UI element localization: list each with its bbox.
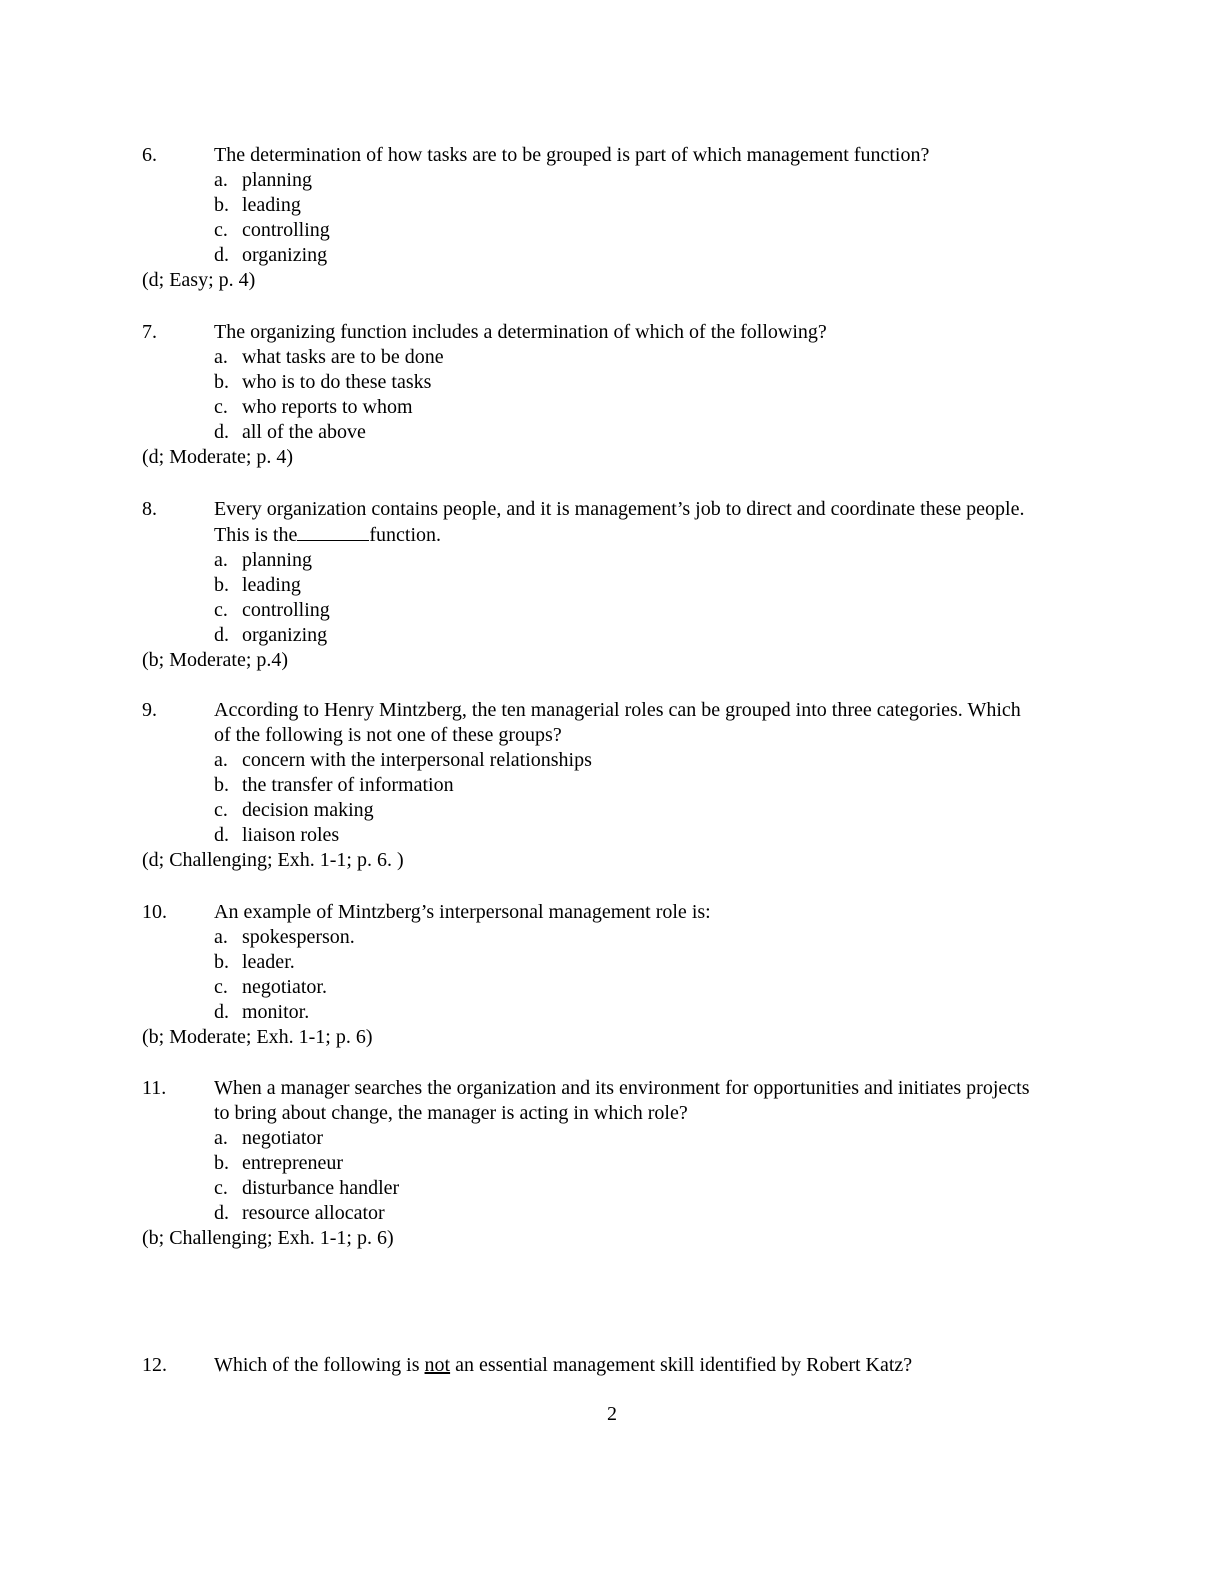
answer-key: (d; Easy; p. 4) [142,269,256,291]
question-text: Which of the following is [214,1354,425,1376]
question-stem [142,1353,1082,1378]
option-list [142,748,1082,848]
question-stem-continued [142,723,1082,748]
question-8 [142,497,1082,673]
question-text: function. [369,524,441,546]
option-a: a. what tasks are to be done [214,346,444,368]
question-12 [142,1353,1082,1378]
question-text: to bring about change, the manager is acting in which role? [214,1102,688,1124]
option-b: b. leader. [214,951,295,973]
question-number: 12. [142,1354,167,1376]
question-10 [142,900,1082,1050]
question-text: The determination of how tasks are to be grouped is part of which management function? [214,144,930,166]
question-number: 7. [142,321,157,343]
question-stem [142,900,1082,925]
option-c: c. controlling [214,599,330,621]
fill-in-blank [297,522,369,541]
answer-key: (b; Moderate; p.4) [142,649,289,671]
question-text: of the following is not one of these groups? [214,724,562,746]
question-stem-continued [142,1101,1082,1126]
option-b: b. the transfer of information [214,774,454,796]
option-a: a. concern with the interpersonal relationships [214,749,592,771]
option-c: c. who reports to whom [214,396,413,418]
answer-key: (d; Moderate; p. 4) [142,446,294,468]
option-a: a. planning [214,169,312,191]
question-text: When a manager searches the organization and its environment for opportunities and initiates projects [214,1077,1030,1099]
option-list [142,1126,1082,1226]
option-d: d. monitor. [214,1001,310,1023]
option-c: c. disturbance handler [214,1177,400,1199]
option-list [142,345,1082,445]
option-d: d. all of the above [214,421,366,443]
question-stem [142,1076,1082,1101]
option-a: a. spokesperson. [214,926,355,948]
option-d: d. liaison roles [214,824,340,846]
question-number: 10. [142,901,167,923]
option-c: c. decision making [214,799,374,821]
question-11 [142,1076,1082,1251]
question-stem [142,497,1082,522]
question-stem [142,698,1082,723]
question-number: 11. [142,1077,167,1099]
question-number: 9. [142,699,157,721]
option-a: a. negotiator [214,1127,324,1149]
page-number: 2 [607,1403,617,1425]
question-number: 6. [142,144,157,166]
option-d: d. organizing [214,624,328,646]
question-text: Every organization contains people, and it is management’s job to direct and coordinate these people. [214,498,1025,520]
option-b: b. entrepreneur [214,1152,344,1174]
option-b: b. leading [214,574,301,596]
question-9 [142,698,1082,873]
question-7 [142,320,1082,470]
question-number: 8. [142,498,157,520]
question-stem [142,143,1082,168]
emphasized-word: not [424,1354,451,1376]
answer-key: (b; Challenging; Exh. 1-1; p. 6) [142,1227,394,1249]
option-c: c. negotiator. [214,976,327,998]
question-stem-continued [142,522,1082,548]
question-text: The organizing function includes a determination of which of the following? [214,321,827,343]
option-b: b. leading [214,194,301,216]
answer-key: (b; Moderate; Exh. 1-1; p. 6) [142,1026,373,1048]
question-text: An example of Mintzberg’s interpersonal management role is: [214,901,711,923]
answer-key: (d; Challenging; Exh. 1-1; p. 6. ) [142,849,404,871]
option-list [142,168,1082,268]
option-list [142,925,1082,1025]
question-stem [142,320,1082,345]
option-c: c. controlling [214,219,330,241]
question-6 [142,143,1082,293]
option-d: d. resource allocator [214,1202,385,1224]
option-d: d. organizing [214,244,328,266]
question-text: This is the [214,524,298,546]
question-text: an essential management skill identified by Robert Katz? [450,1354,913,1376]
option-a: a. planning [214,549,312,571]
option-list [142,548,1082,648]
option-b: b. who is to do these tasks [214,371,432,393]
question-text: According to Henry Mintzberg, the ten managerial roles can be grouped into three categories. Which [214,699,1021,721]
